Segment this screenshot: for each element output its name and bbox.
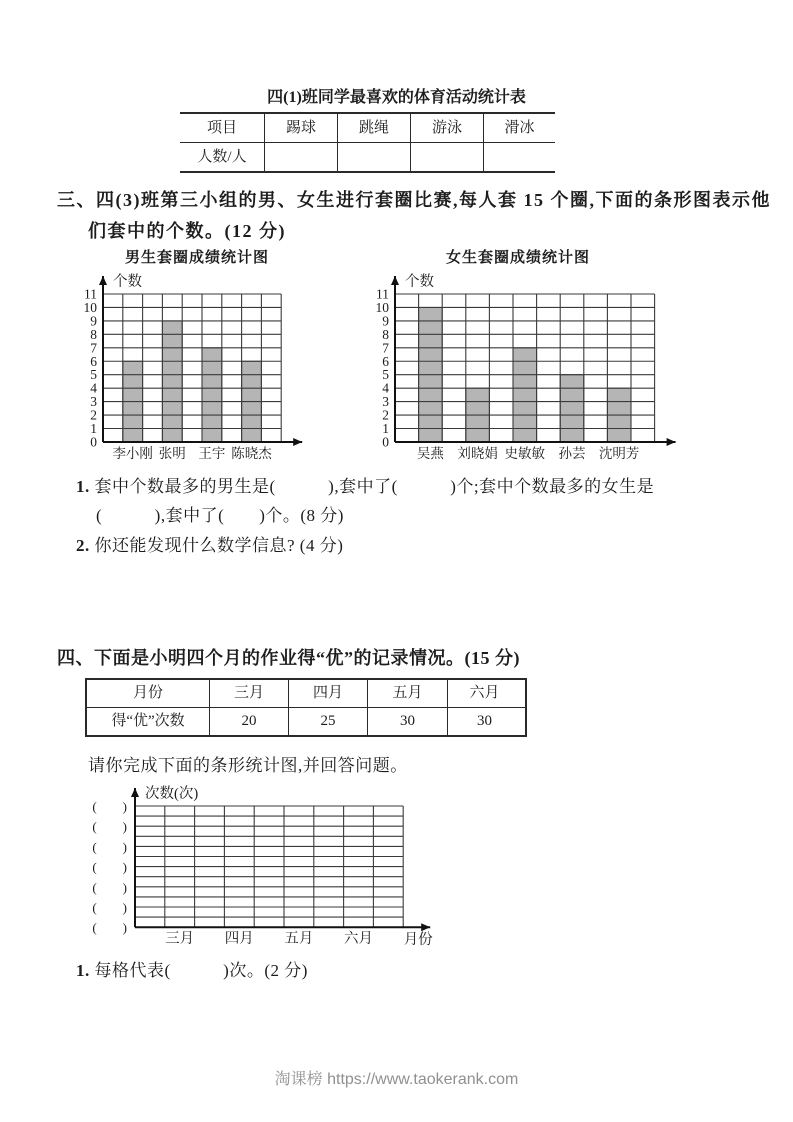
category-label: 李小刚 [112,445,153,461]
excellent-records-table [85,678,527,737]
y-tick-label: 0 [382,434,389,450]
table1-header-soccer: 踢球 [264,114,337,142]
table2-value-march: 20 [209,708,288,735]
boys-bar-chart [72,264,322,474]
y-tick-label: 6 [382,353,389,369]
y-tick-label: 4 [90,380,97,396]
y-blank-label: ( ) [92,819,127,835]
category-label: 刘晓娟 [457,445,498,461]
y-axis-arrow-icon [391,276,399,285]
section4-heading: 四、下面是小明四个月的作业得“优”的记录情况。(15 分) [57,648,520,668]
y-tick-label: 10 [83,299,97,315]
table2-value-may: 30 [367,708,447,735]
girls-chart-title: 女生套圈成绩统计图 [445,250,590,266]
y-tick-label: 9 [90,313,97,329]
y-tick-label: 2 [90,407,97,423]
category-label: 孙芸 [558,445,586,461]
y-blank-label: ( ) [92,859,127,875]
category-label: 沈明芳 [598,445,640,461]
x-axis-arrow-icon [293,438,302,446]
y-tick-label: 10 [375,299,389,315]
table2-header-april: 四月 [288,680,367,707]
y-axis-title: 次数(次) [145,786,199,802]
category-label: 吴燕 [416,445,444,461]
table-row [87,680,525,708]
y-blank-label: ( ) [92,900,127,915]
category-label: 陈晓杰 [231,445,272,461]
y-tick-label: 8 [382,326,389,342]
y-axis-title: 个数 [113,274,142,290]
y-axis-arrow-icon [131,788,139,797]
x-axis-arrow-icon [667,438,676,446]
table1-blank-cell [337,143,410,171]
table-row [180,114,555,143]
category-label: 张明 [158,445,186,461]
footer-watermark: 淘课榜 https://www.taokerank.com [274,1071,519,1088]
table1-header-skate: 滑冰 [483,114,555,142]
table2-header-month: 月份 [132,685,163,701]
y-tick-label: 5 [90,367,97,383]
y-tick-label: 2 [382,407,389,423]
y-tick-label: 4 [382,380,389,396]
y-axis-arrow-icon [99,276,107,285]
y-tick-label: 1 [382,421,389,436]
bar-孙芸 [560,375,584,442]
question1-number: 1. [76,477,95,496]
question1-line1 [76,472,654,497]
y-blank-label: ( ) [92,839,127,855]
section4-question1 [76,956,308,981]
y-tick-label: 7 [90,340,97,356]
x-axis-title: 月份 [403,932,433,949]
table2-value-june: 30 [447,708,521,735]
y-tick-label: 3 [382,394,389,410]
table1-blank-cell [483,143,555,171]
y-tick-label: 3 [90,394,97,410]
category-label: 四月 [224,931,254,948]
y-blank-label: ( ) [92,920,127,936]
y-tick-label: 9 [382,313,389,329]
table1-row-label: 人数/人 [197,149,247,165]
question2-number: 2. [76,536,95,555]
table-row [180,143,555,171]
bar-张明 [162,321,182,442]
category-label: 史敏敏 [504,445,546,461]
y-blank-label: ( ) [92,799,127,814]
table2-header-june: 六月 [447,680,521,707]
category-label: 三月 [165,931,195,948]
bar-王宇 [202,348,222,442]
x-axis-arrow-icon [421,923,430,931]
boys-chart-title: 男生套圈成绩统计图 [124,250,269,266]
girls-bar-chart [366,264,682,474]
y-tick-label: 11 [376,286,389,302]
y-tick-label: 0 [90,434,97,450]
empty-completion-chart [58,780,488,980]
question2-text: 你还能发现什么数学信息? (4 分) [94,536,344,555]
y-tick-label: 7 [382,340,389,356]
table1-header-item: 项目 [206,120,237,136]
bar-史敏敏 [513,348,537,442]
category-label: 五月 [284,931,314,948]
y-tick-label: 1 [90,421,97,436]
y-tick-label: 6 [90,353,97,369]
y-blank-label: ( ) [92,879,127,895]
section4-instruction: 请你完成下面的条形统计图,并回答问题。 [88,756,408,775]
section3-heading-line2: 们套中的个数。(12 分) [88,221,286,241]
table2-value-april: 25 [288,708,367,735]
y-tick-label: 8 [90,326,97,342]
category-label: 六月 [344,931,373,948]
section4-question1-number: 1. [76,961,95,980]
question1-text-line1: 套中个数最多的男生是( ),套中了( )个;套中个数最多的女生是 [94,477,655,496]
y-tick-label: 5 [382,367,389,383]
section4-question1-text: 每格代表( )次。(2 分) [94,961,308,980]
table1-header-swim: 游泳 [410,114,483,142]
table1-title: 四(1)班同学最喜欢的体育活动统计表 [267,89,526,106]
table-row [87,708,525,735]
question1-line2: ( ),套中了( )个。(8 分) [96,506,344,525]
y-axis-title: 个数 [405,274,434,290]
y-tick-label: 11 [84,286,97,302]
table1-blank-cell [410,143,483,171]
section3-heading-line1: 三、四(3)班第三小组的男、女生进行套圈比赛,每人套 15 个圈,下面的条形图表示他 [57,190,771,210]
question2-line [76,531,343,556]
table1-blank-cell [264,143,337,171]
sports-activity-table [180,112,555,173]
table1-header-rope: 跳绳 [337,114,410,142]
category-label: 王宇 [198,445,226,461]
table2-row-label: 得“优”次数 [111,713,185,729]
table2-header-march: 三月 [209,680,288,707]
table2-header-may: 五月 [367,680,447,707]
